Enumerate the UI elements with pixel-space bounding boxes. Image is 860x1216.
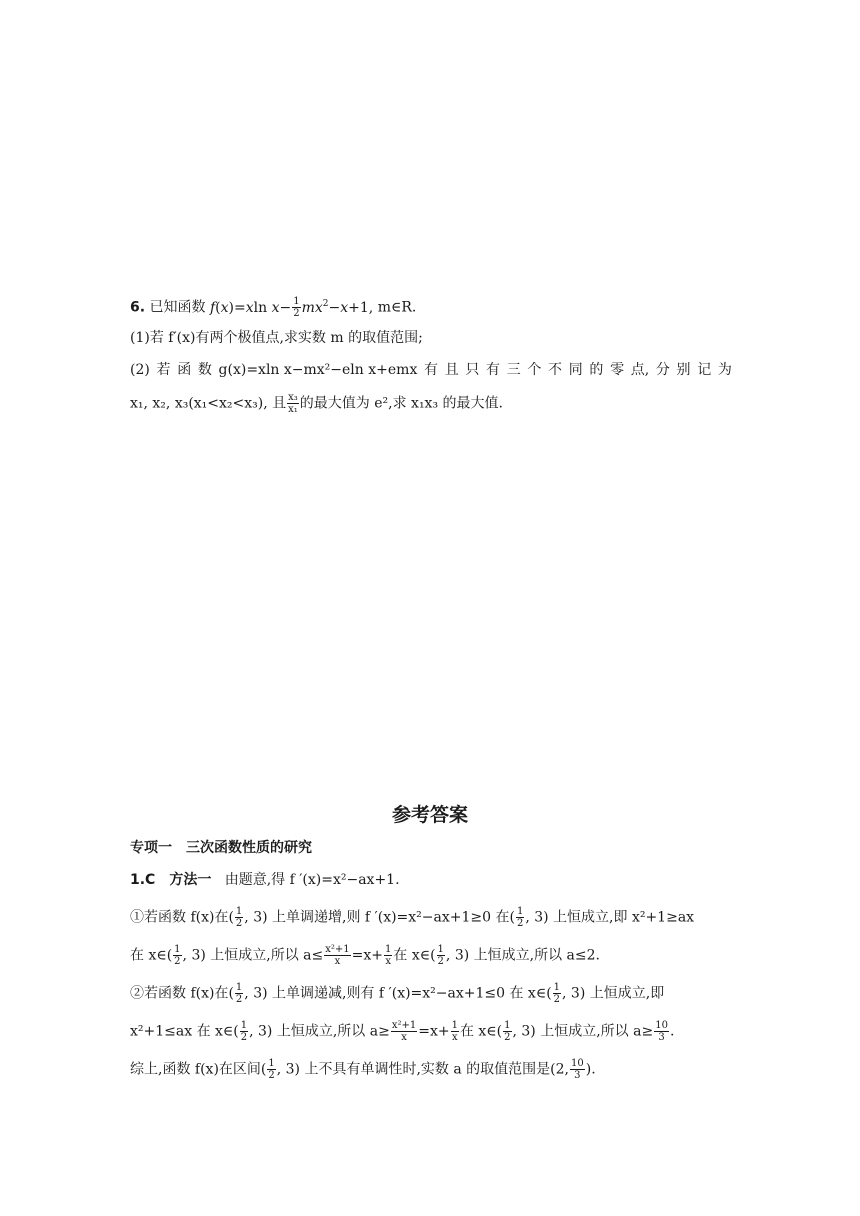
part-2-word: 若 [156,362,171,378]
fraction-ten-thirds: $\frac{10}{3}$ [655,1020,668,1043]
part-2-word: 三 [506,362,521,378]
part-2-word: 不 [548,362,563,378]
part-2-word: 分 [655,362,670,378]
summary-line: 综上,函数 f(x)在区间( $\frac{1}{2}$ , 3) 上不具有单调性时,实数 a 的取值范围是(2, $\frac{10}{3}$ ). [130,1058,596,1081]
problem-intro: 已知函数 [149,299,206,316]
fraction-1-over-x: $\frac{1}{x}$ [385,944,392,967]
part-2-word: g(x)=xln x−mx²−eln x+emx [218,362,418,378]
part-2-word: 且 [444,362,459,378]
part-2-word: 有 [424,362,439,378]
fraction-half: $\frac{1}{2}$ [516,906,524,929]
fraction-half: $\frac{1}{2}$ [293,296,300,319]
part-2-word: 的 [589,362,604,378]
case-2-line-1: ②若函数 f(x)在( $\frac{1}{2}$ , 3) 上单调递减,则有 f ′(x)=x²−ax+1≤0 在 x∈( $\frac{1}{2}$ , 3) 上恒成立,即 [130,982,665,1005]
part-2-word: 点, [630,362,650,378]
roots-notation: x₁, x₂, x₃(x₁<x₂<x₃), 且 [130,395,287,412]
derivative-statement: 由题意,得 f ′(x)=x²−ax+1. [224,872,400,888]
fraction-half: $\frac{1}{2}$ [268,1058,275,1081]
part-2-word: 个 [527,362,542,378]
fraction-half: $\frac{1}{2}$ [235,906,243,929]
function-definition: f(x)=xln x− $\frac{1}{2}$ $mx^2-x+1$, [209,296,374,319]
part-2-word: 别 [676,362,691,378]
case-2-line-2: x²+1≤ax 在 x∈( $\frac{1}{2}$ , 3) 上恒成立,所以 a≥ $\frac{\text{x²+1}}{x}$ =x+ $\frac{1}{x}$ 在 x∈( $\frac{1}{2}$ , 3) 上恒成立,所以 a≥ $\frac{10}{3}$ . [130,1020,675,1043]
fraction-half: $\frac{1}{2}$ [174,944,181,967]
fraction-x2-plus-1-over-x: $\frac{\text{x²+1}}{x}$ [391,1020,417,1043]
fraction-half: $\frac{1}{2}$ [504,1020,511,1043]
parameter-domain: m∈R. [377,299,417,316]
fraction-ten-thirds: $\frac{10}{3}$ [571,1058,584,1081]
fraction-x2-plus-1-over-x: $\frac{\text{x²+1}}{x}$ [325,944,350,967]
fraction-half: $\frac{1}{2}$ [235,982,243,1005]
part-2-word: 数 [197,362,212,378]
case-1-line-1: ①若函数 f(x)在( $\frac{1}{2}$ , 3) 上单调递增,则 f ′(x)=x²−ax+1≥0 在( $\frac{1}{2}$ , 3) 上恒成立,即 x²+1≥ax [130,906,695,929]
problem-6-part-1: (1)若 f′(x)有两个极值点,求实数 m 的取值范围; [130,330,423,346]
case-1-line-2: 在 x∈( $\frac{1}{2}$ , 3) 上恒成立,所以 a≤ $\frac{\text{x²+1}}{x}$ =x+ $\frac{1}{x}$ 在 x∈( $\frac{1}{2}$ , 3) 上恒成立,所以 a≤2. [130,944,600,967]
problem-6-statement [130,296,416,319]
part-2-word: 同 [568,362,583,378]
part-2-word: 只 [465,362,480,378]
part-2-word: (2) [130,362,150,378]
problem-number: 6. [130,299,146,316]
problem-6-part-2-line-2 [130,392,503,415]
part-2-word: 零 [610,362,625,378]
section-heading: 专项一 三次函数性质的研究 [130,840,312,856]
answers-title: 参考答案 [391,804,468,826]
part-2-word: 函 [177,362,192,378]
fraction-half: $\frac{1}{2}$ [437,944,444,967]
part-2-word: 有 [486,362,501,378]
part-2-word: 记 [697,362,712,378]
fraction-1-over-x: $\frac{1}{x}$ [451,1020,458,1043]
problem-6-part-2-line-1 [130,360,732,380]
fraction-half: $\frac{1}{2}$ [553,982,561,1005]
ratio-fraction: $\frac{\text{x₃}}{\text{x₁}}$ [288,392,298,415]
part-2-word: 为 [717,362,732,378]
answer-1-label: 1.C 方法一 [130,872,212,888]
answer-1-intro [130,870,400,890]
part-2-question: 的最大值为 e²,求 x₁x₃ 的最大值. [299,395,503,412]
fraction-half: $\frac{1}{2}$ [240,1020,248,1043]
